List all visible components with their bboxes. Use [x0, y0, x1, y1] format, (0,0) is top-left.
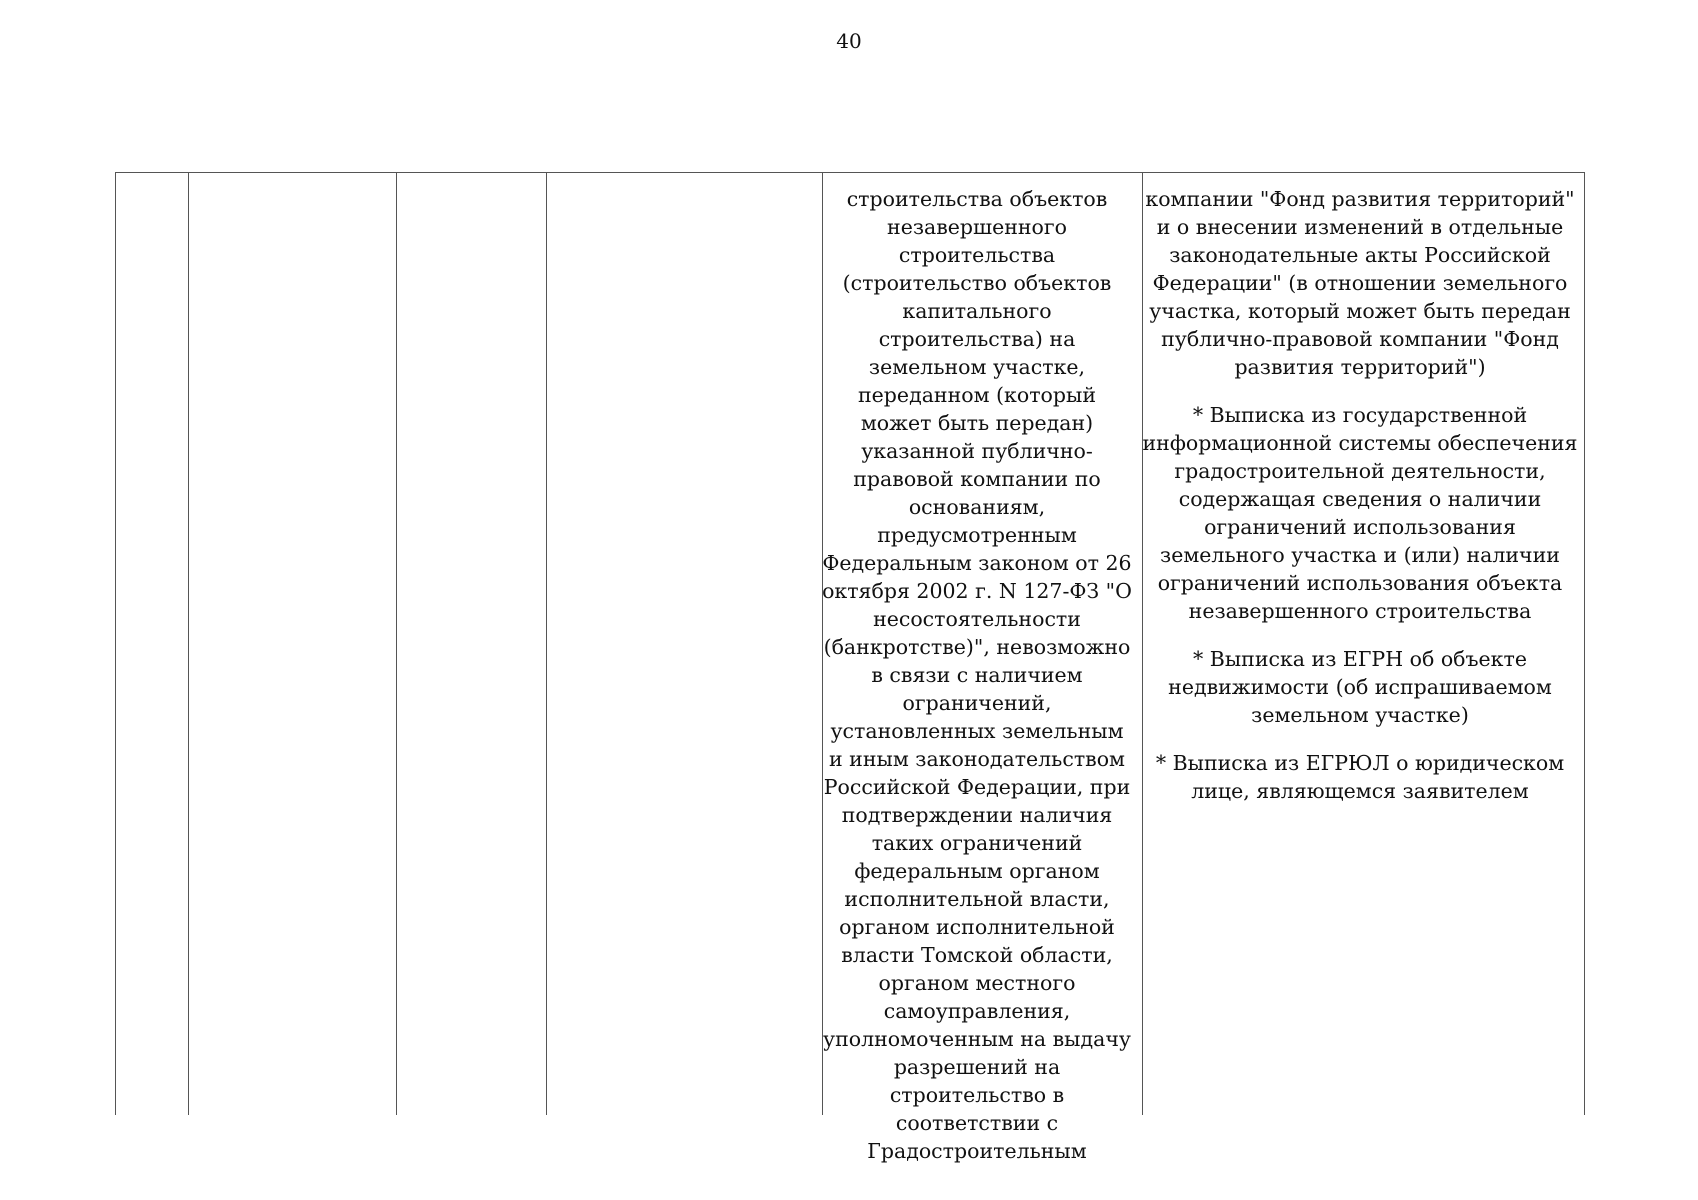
table-cell-column-5 [822, 185, 1132, 1165]
cell-paragraph-1: компании "Фонд развития территорий" и о внесении изменений в отдельные законодательные акты Российской Федерации" (в отношении земельного участка, который может быть передан публично-правовой компании "Фонд развития территорий") [1145, 187, 1575, 379]
column-divider-1 [188, 173, 189, 1115]
page-number: 40 [836, 29, 862, 53]
column-divider-3 [546, 173, 547, 1115]
document-table [115, 172, 1585, 1163]
table-border-left [115, 173, 116, 1115]
cell-paragraph-3: * Выписка из ЕГРН об объекте недвижимости (об испрашиваемом земельном участке) [1168, 647, 1552, 727]
cell-text: строительства объектов незавершенного строительства (строительство объектов капитального строительства) на земельном участке, переданном (который может быть передан) указанной публично-правовой компании по основаниям, предусмотренным Федеральным законом от 26 октября 2002 г. N 127-ФЗ "О несостоятельности (банкротстве)", невозможно в связи с наличием ограничений, установленных земельным и иным законодательством Российской Федерации, при подтверждении наличия таких ограничений федеральным органом исполнительной власти, органом исполнительной власти Томской области, органом местного самоуправления, уполномоченным на выдачу разрешений на строительство в соответствии с Градостроительным [822, 187, 1132, 1163]
table-border-right [1584, 173, 1585, 1115]
cell-paragraph-2: * Выписка из государственной информационной системы обеспечения градостроительной деятельности, содержащая сведения о наличии ограничений использования земельного участка и (или) наличии ограничений использования объекта незавершенного строительства [1142, 403, 1578, 623]
table-cell-column-6 [1140, 185, 1580, 805]
column-divider-2 [396, 173, 397, 1115]
cell-paragraph-4: * Выписка из ЕГРЮЛ о юридическом лице, являющемся заявителем [1155, 751, 1565, 803]
